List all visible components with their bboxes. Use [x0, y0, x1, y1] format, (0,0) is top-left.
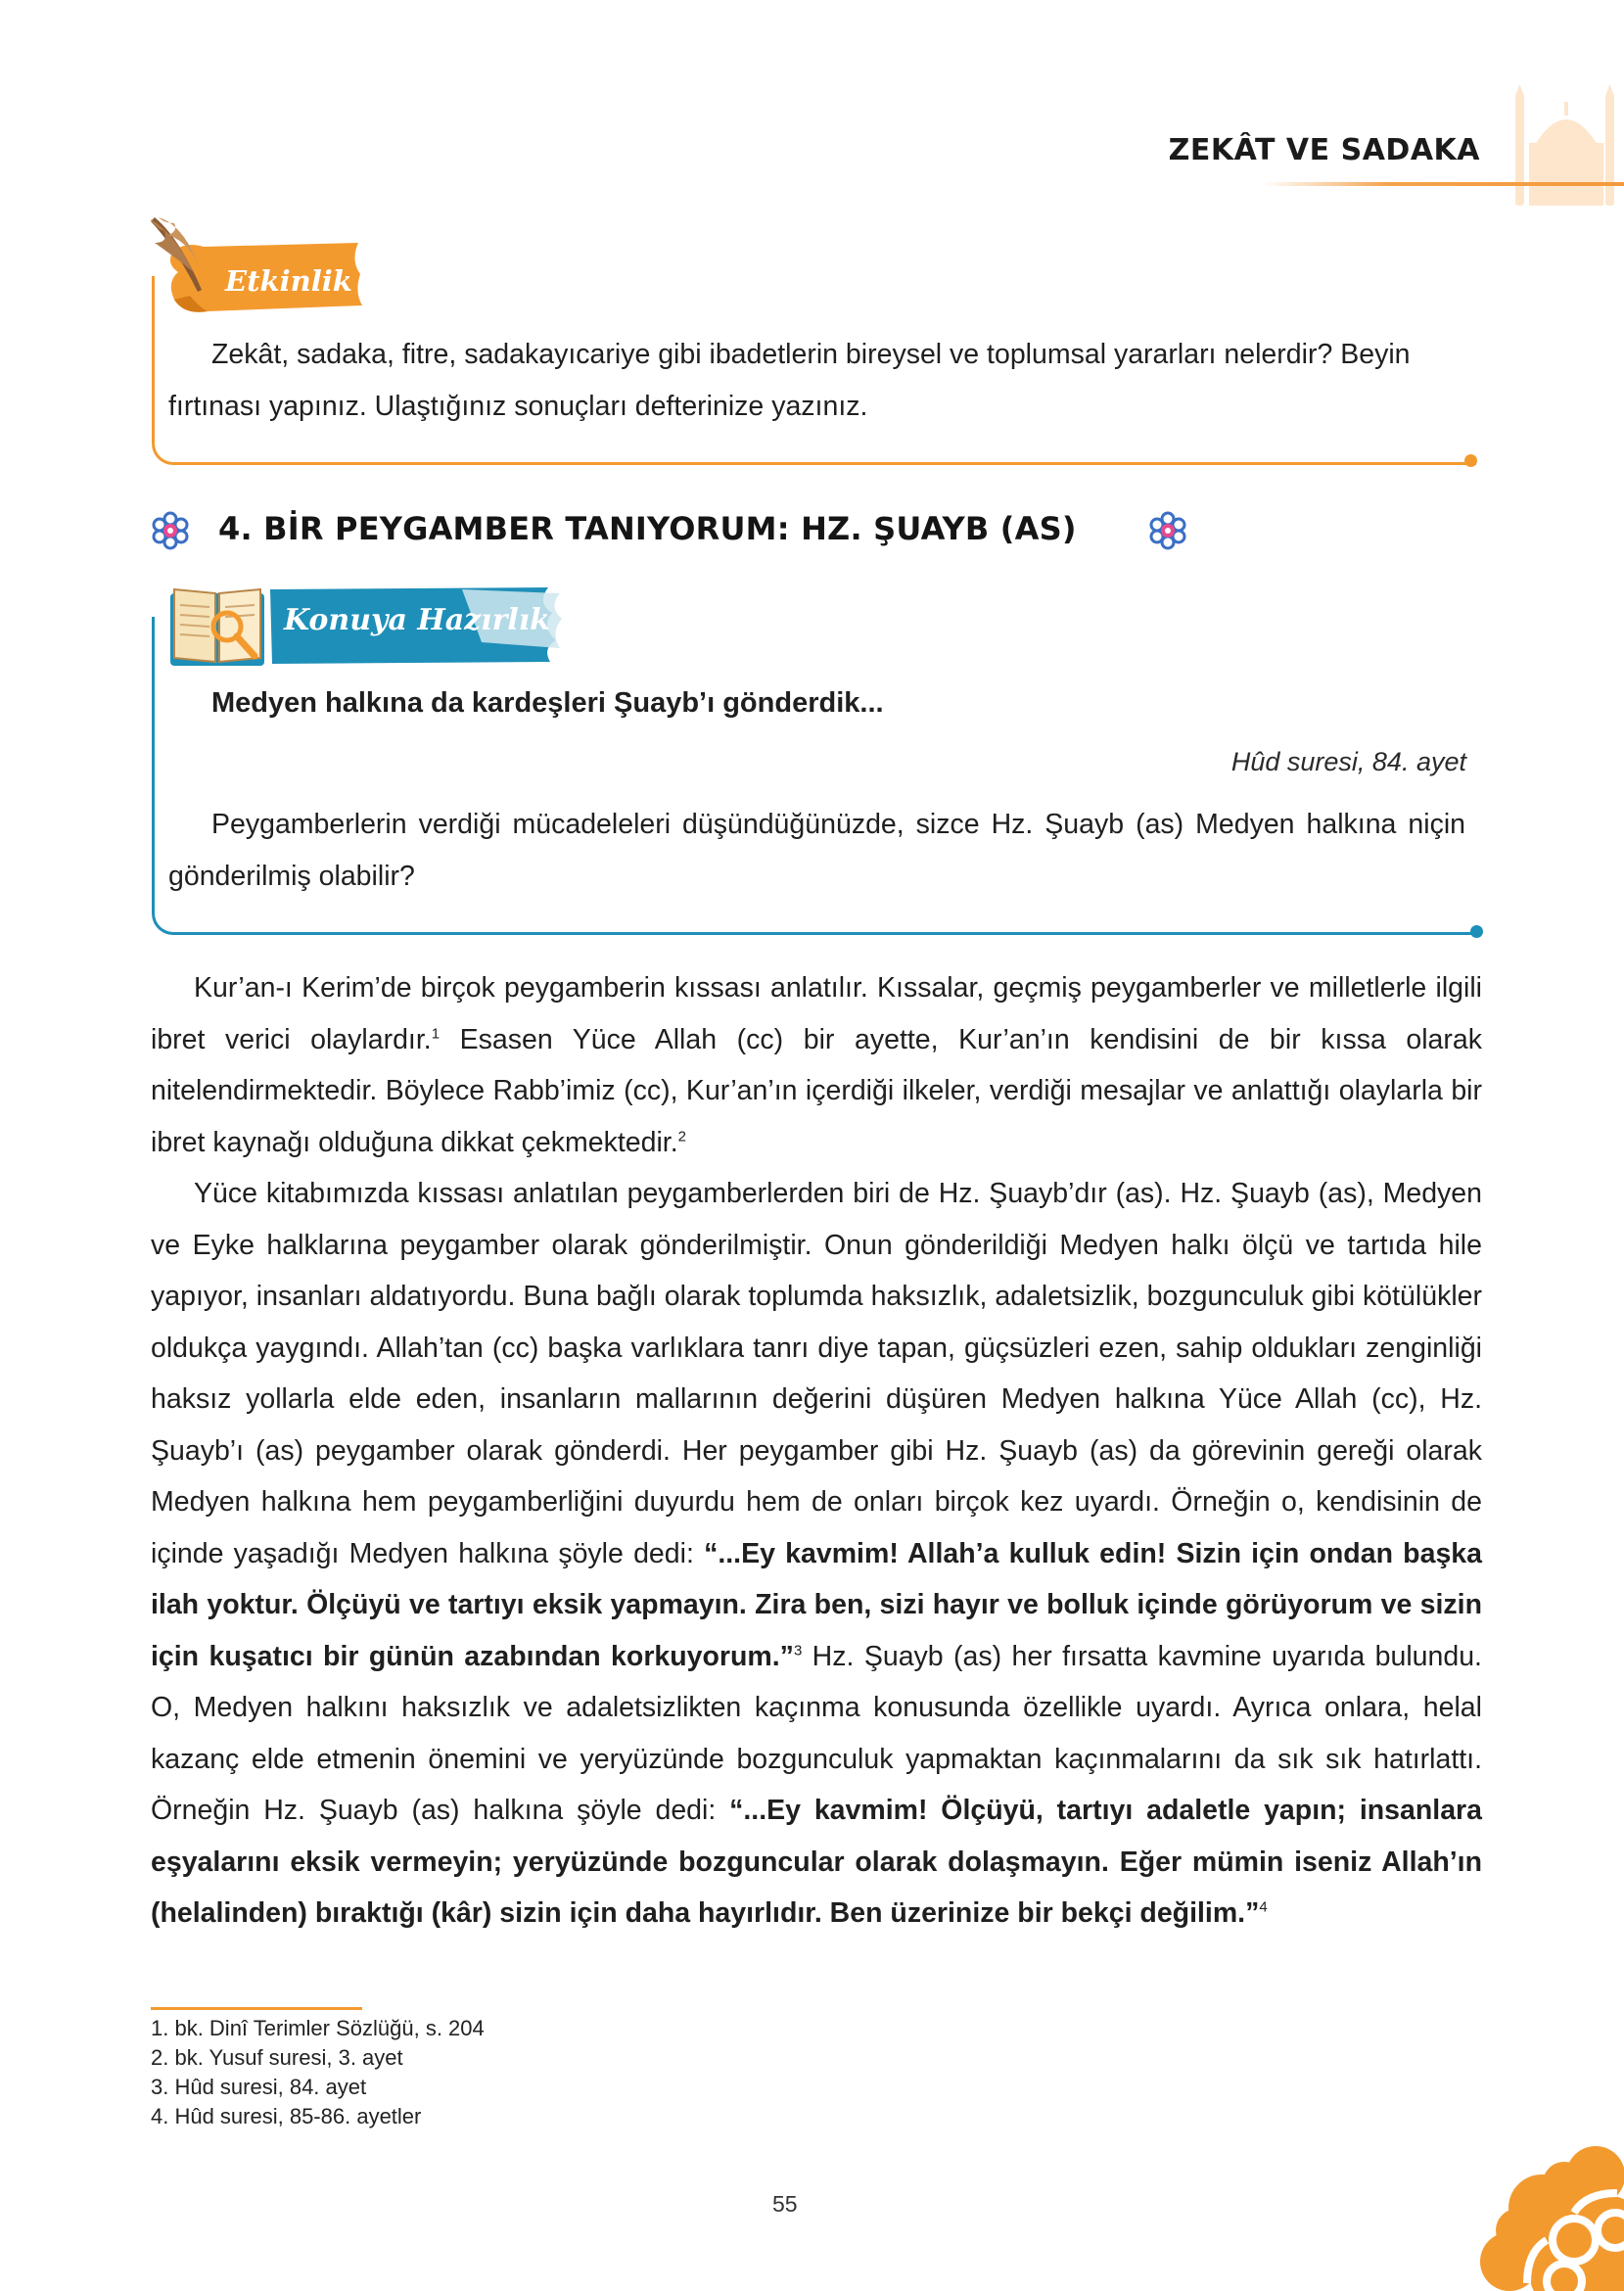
footnotes — [151, 2014, 485, 2131]
footnote-ref: 1 — [431, 1025, 441, 1042]
section-title: 4. BİR PEYGAMBER TANIYORUM: HZ. ŞUAYB (AS) — [218, 510, 1077, 547]
activity-box-end-dot — [1464, 454, 1477, 467]
footnote: 3. Hûd suresi, 84. ayet — [151, 2075, 367, 2099]
running-title: ZEKÂT VE SADAKA — [1168, 133, 1480, 167]
preparation-verse-source: Hûd suresi, 84. ayet — [1230, 747, 1466, 776]
verse-quote: “...Ey kavmim! Ölçüyü, tartıyı adaletle yapın; insanlara eşyalarını eksik vermeyin; yeryüzünde bozguncular olarak dolaşmayın. Eğer mümin iseniz Allah’ın (helalinden) bıraktığı (kâr) sizin için daha hayırlıdır. Ben üzerinize bir bekçi değilim.” — [151, 1795, 1482, 1929]
paragraph-text: Yüce kitabımızda kıssası anlatılan peygamberlerden biri de Hz. Şuayb’dır (as). Hz. Şuayb (as), Medyen ve Eyke halklarına peygamber olarak gönderilmiştir. Onun gönderildiği Medyen halkı ölçü ve tartıda hile yapıyor, insanları aldatıyordu. Buna bağlı olarak toplumda haksızlık, adaletsizlik, bozgunculuk gibi kötülükler oldukça yaygındı. Allah’tan (cc) başka varlıklara tanrı diye tapan, güçsüzleri ezen, sahip oldukları zenginliği haksız yollarla elde eden, insanların mallarının değerini düşüren Medyen halkına Yüce Allah (cc), Hz. Şuayb’ı (as) peygamber olarak gönderdi. Her peygamber gibi Hz. Şuayb (as) da görevinin gereği olarak Medyen halkına hem peygamberliğini duyurdu hem de onları birçok kez uyardı. Örneğin o, kendisinin de içinde yaşadığı Medyen halkına şöyle dedi: — [151, 1178, 1482, 1569]
header-rule — [1263, 182, 1624, 186]
preparation-label: Konuya Hazırlık — [284, 603, 550, 637]
preparation-verse: Medyen halkına da kardeşleri Şuayb’ı gönderdik... — [211, 687, 884, 719]
verse-quote: “...Ey kavmim! Allah’a kulluk edin! Sizin için ondan başka ilah yoktur. Ölçüyü ve tartıyı eksik yapmayın. Zira ben, sizi hayır ve bolluk içinde görüyorum ve sizin için kuşatıcı bir günün azabından korkuyorum.” — [151, 1537, 1482, 1672]
body-text — [151, 962, 1482, 1940]
footnote: 4. Hûd suresi, 85-86. ayetler — [151, 2104, 422, 2128]
preparation-box-end-dot — [1470, 925, 1483, 938]
paragraph-text: Kur’an-ı Kerim’de birçok peygamberin kıssası anlatılır. Kıssalar, geçmiş peygamberler ve milletlerle ilgili ibret verici olaylardır. — [151, 972, 1482, 1055]
footnote-rule — [151, 2007, 362, 2010]
paragraph — [151, 962, 1482, 1168]
preparation-question: Peygamberlerin verdiği mücadeleleri düşündüğünüzde, sizce Hz. Şuayb (as) Medyen halkına niçin gönderilmiş olabilir? — [168, 809, 1465, 892]
footnote: 1. bk. Dinî Terimler Sözlüğü, s. 204 — [151, 2016, 485, 2040]
open-book-icon — [166, 584, 268, 672]
flower-ornament-icon — [1148, 511, 1187, 550]
mosque-silhouette-icon — [1508, 84, 1624, 206]
flower-corner-decoration-icon — [1449, 2115, 1624, 2291]
activity-text: Zekât, sadaka, fitre, sadakayıcariye gibi ibadetlerin bireysel ve toplumsal yararları nelerdir? Beyin fırtınası yapınız. Ulaştığınız sonuçları defterinize yazınız. — [168, 339, 1411, 422]
footnote: 2. bk. Yusuf suresi, 3. ayet — [151, 2045, 403, 2070]
paragraph-text: Esasen Yüce Allah (cc) bir ayette, Kur’an’ın kendisini de bir kıssa olarak nitelendirmektedir. Böylece Rabb’imiz (cc), Kur’an’ın içerdiği ilkeler, verdiği mesajlar ve anlattığı olaylarla bir ibret kaynağı olduğuna dikkat çekmektedir. — [151, 1023, 1483, 1158]
paragraph-text: Hz. Şuayb (as) her fırsatta kavmine uyarıda bulundu. O, Medyen halkını haksızlık ve adaletsizlikten kaçınma konusunda özellikle uyardı. Ayrıca onlara, helal kazanç elde etmenin önemini ve yeryüzünde bozgunculuk yapmaktan kaçınmalarını da sık sık hatırlattı. Örneğin Hz. Şuayb (as) halkına şöyle dedi: — [151, 1640, 1482, 1826]
paragraph — [151, 1168, 1482, 1940]
flower-ornament-icon — [151, 511, 190, 550]
activity-label: Etkinlik — [225, 264, 352, 298]
footnote-ref: 2 — [677, 1128, 686, 1145]
footnote-ref: 4 — [1259, 1898, 1268, 1916]
page-number: 55 — [772, 2191, 798, 2217]
footnote-ref: 3 — [793, 1642, 803, 1659]
